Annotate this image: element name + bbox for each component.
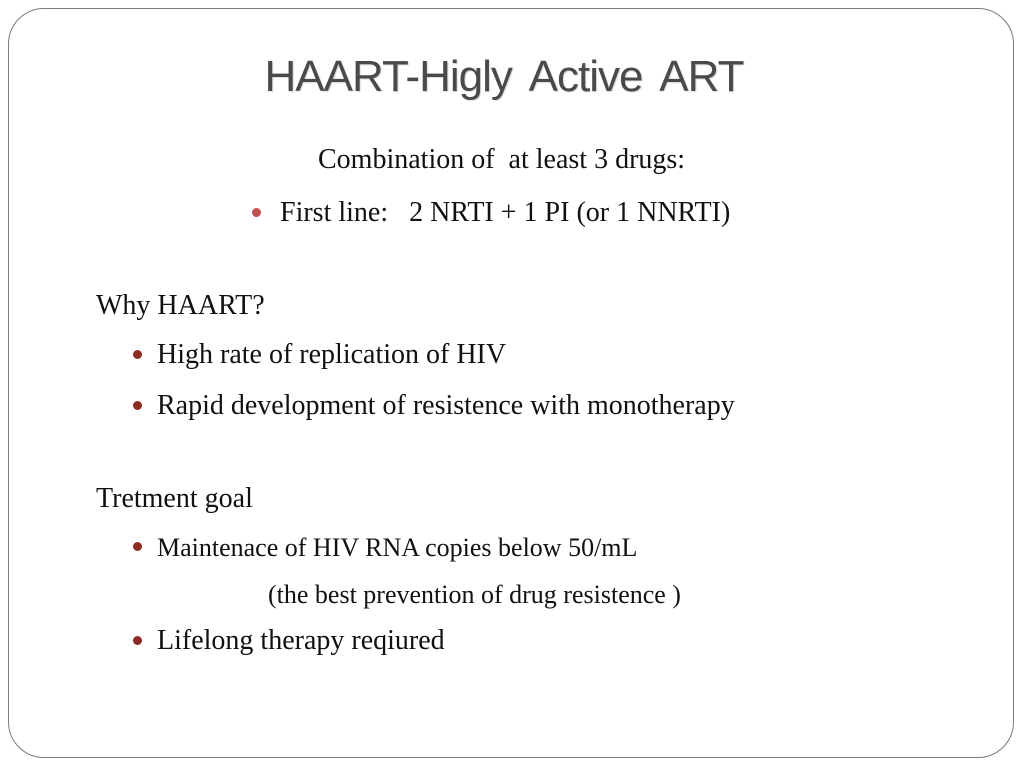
combination-heading: Combination of at least 3 drugs: bbox=[318, 144, 686, 175]
goal-item-lifelong: Lifelong therapy reqiured bbox=[157, 625, 445, 656]
bullet-dot-icon bbox=[252, 208, 261, 217]
why-haart-heading: Why HAART? bbox=[96, 290, 265, 321]
goal-item-note: (the best prevention of drug resistence ) bbox=[268, 580, 681, 609]
why-item-resistance: Rapid development of resistence with monotherapy bbox=[157, 390, 735, 421]
bullet-dot-icon bbox=[133, 401, 142, 410]
first-line-item: First line: 2 NRTI + 1 PI (or 1 NNRTI) bbox=[280, 197, 731, 228]
bullet-dot-icon bbox=[133, 636, 142, 645]
slide-title: HAART-Higly Active ART bbox=[264, 52, 744, 101]
bullet-dot-icon bbox=[133, 542, 142, 551]
bullet-dot-icon bbox=[133, 350, 142, 359]
why-item-replication: High rate of replication of HIV bbox=[157, 339, 507, 370]
goal-item-viral-load: Maintenace of HIV RNA copies below 50/mL bbox=[157, 533, 638, 562]
treatment-goal-heading: Tretment goal bbox=[96, 483, 253, 514]
